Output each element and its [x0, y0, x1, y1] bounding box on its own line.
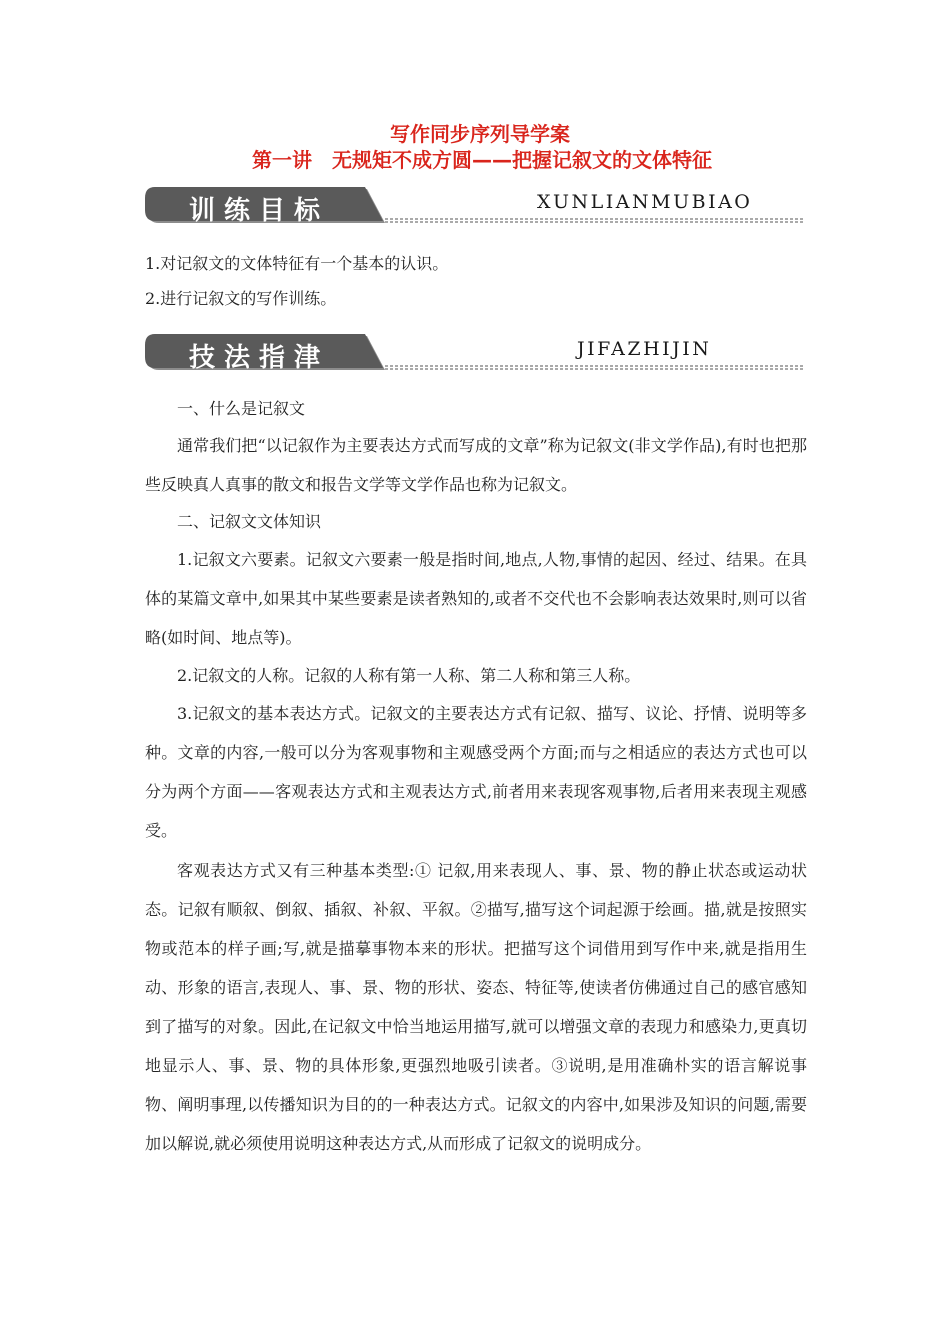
paragraph-expression-modes: 3.记叙文的基本表达方式。记叙文的主要表达方式有记叙、描写、议论、抒情、说明等多种。文章的内容,一般可以分为客观事物和主观感受两个方面;而与之相适应的表达方式也可以分为两个方面——客观表达方式和主观表达方式,前者用来表现客观事物,后者用来表现主观感受。 [145, 704, 807, 840]
title-block [0, 121, 950, 173]
section-pinyin: XUNLIANMUBIAO [537, 191, 753, 213]
paragraph-definition: 通常我们把“以记叙作为主要表达方式而写成的文章”称为记叙文(非文学作品),有时也把那些反映真人真事的散文和报告文学等文学作品也称为记叙文。 [145, 436, 807, 494]
paragraph-six-elements: 1.记叙文六要素。记叙文六要素一般是指时间,地点,人物,事情的起因、经过、结果。在具体的某篇文章中,如果其中某些要素是读者熟知的,或者不交代也不会影响表达效果时,则可以省略(如时间、地点等)。 [145, 550, 807, 647]
section-banner-technique-guide [145, 333, 805, 373]
section-banner-training-goals [145, 186, 805, 226]
section-label: 技法指津 [189, 343, 330, 373]
section-pinyin: JIFAZHIJIN [577, 338, 712, 360]
paragraph-objective-expression: 客观表达方式又有三种基本类型:① 记叙,用来表现人、事、景、物的静止状态或运动状态。记叙有顺叙、倒叙、插叙、补叙、平叙。②描写,描写这个词起源于绘画。描,就是按照实物或范本的样子画;写,就是描摹事物本来的形状。把描写这个词借用到写作中来,就是指用生动、形象的语言,表现人、事、景、物的形状、姿态、特征等,使读者仿佛通过自己的感官感知到了描写的对象。因此,在记叙文中恰当地运用描写,就可以增强文章的表现力和感染力,更真切地显示人、事、景、物的具体形象,更强烈地吸引读者。③说明,是用准确朴实的语言解说事物、阐明事理,以传播知识为目的的一种表达方式。记叙文的内容中,如果涉及知识的问题,需要加以解说,就必须使用说明这种表达方式,从而形成了记叙文的说明成分。 [145, 861, 807, 1153]
document-title: 写作同步序列导学案 [390, 122, 570, 146]
goal-item-2: 2.进行记叙文的写作训练。 [145, 289, 337, 308]
lesson-title: 第一讲 无规矩不成方圆——把握记叙文的文体特征 [252, 148, 712, 172]
paragraph-person: 2.记叙文的人称。记叙的人称有第一人称、第二人称和第三人称。 [177, 666, 641, 685]
heading-what-is-narrative: 一、什么是记叙文 [177, 399, 306, 418]
section-label: 训练目标 [189, 196, 330, 226]
goal-item-1: 1.对记叙文的文体特征有一个基本的认识。 [145, 254, 449, 273]
heading-genre-knowledge: 二、记叙文文体知识 [177, 512, 322, 531]
